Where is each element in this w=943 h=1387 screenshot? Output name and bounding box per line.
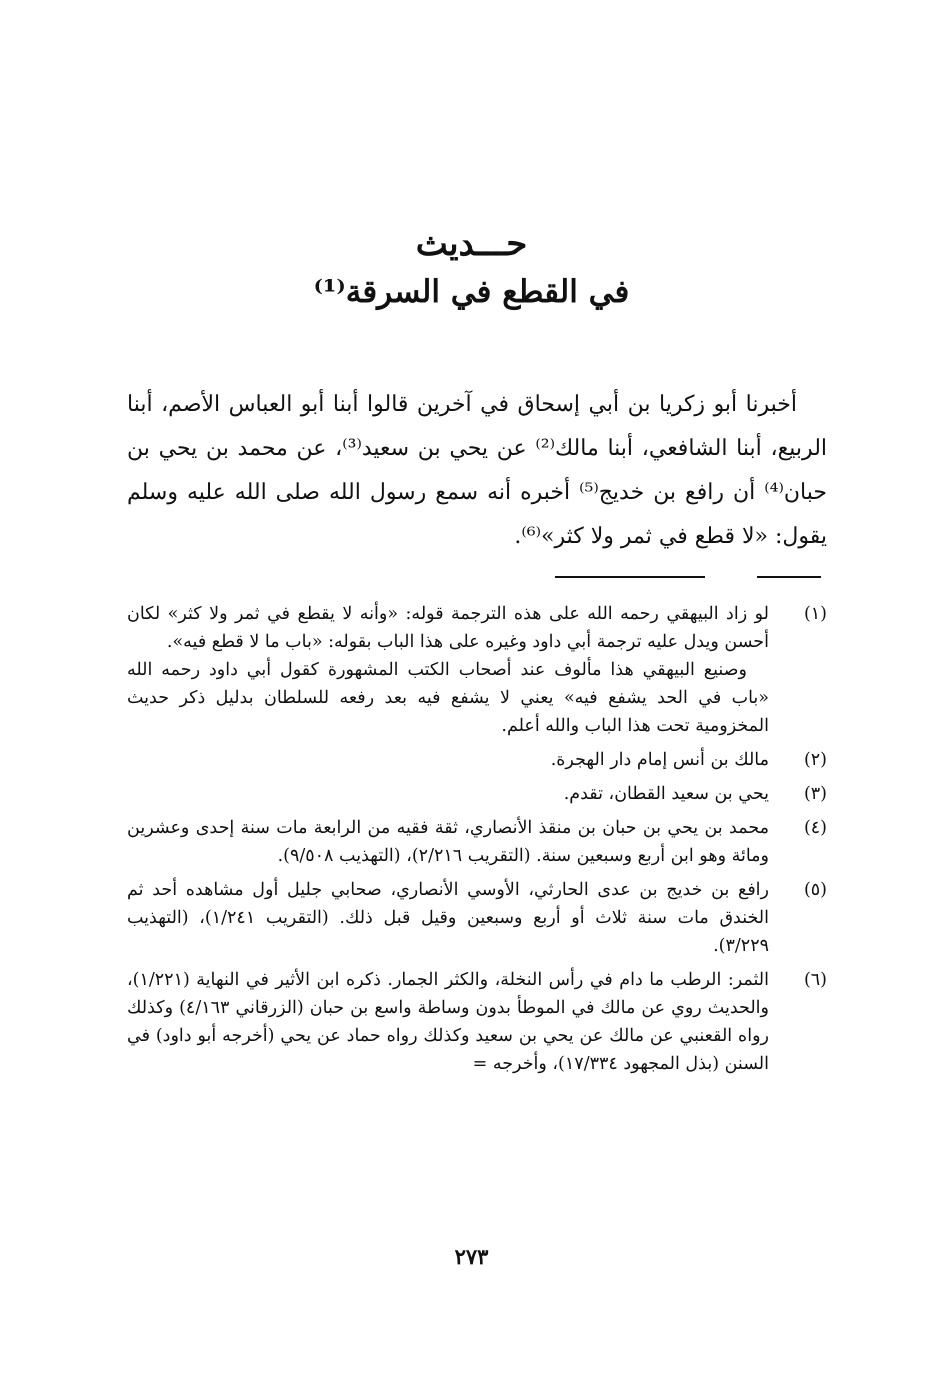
- footnote-continuation: وصنيع البيهقي هذا مألوف عند أصحاب الكتب المشهورة كقول أبي داود رحمه الله «باب في الحد يشفع فيه» يعني لا يشفع فيه بعد رفعه للسلطان بدليل ذكر حديث المخزومية تحت هذا الباب والله أعلم.: [127, 660, 769, 736]
- footnote-number: (٤): [803, 818, 827, 838]
- footnote-item: [127, 876, 827, 960]
- footnote-separator: [555, 576, 705, 578]
- hadith-paragraph: أخبرنا أبو زكريا بن أبي إسحاق في آخرين قالوا أبنا أبو العباس الأصم، أبنا الربيع، أبنا الشافعي، أبنا مالك⁽²⁾ عن يحي بن سعيد⁽³⁾، عن محمد بن يحي بن حبان⁽⁴⁾ أن رافع بن خديج⁽⁵⁾ أخبره أنه سمع رسول الله صلى الله عليه وسلم يقول: «لا قطع في ثمر ولا كثر»⁽⁶⁾.: [127, 392, 828, 549]
- footnote-text: لو زاد البيهقي رحمه الله على هذه الترجمة قوله: «وأنه لا يقطع في ثمر ولا كثر» لكان أحسن ويدل عليه ترجمة أبي داود وغيره على هذا الباب بقوله: «باب ما لا قطع فيه».: [127, 604, 769, 652]
- footnote-number: (٢): [803, 750, 827, 770]
- footnote-number: (٦): [803, 970, 827, 990]
- main-text: [127, 383, 827, 559]
- footnote-text: محمد بن يحي بن حبان بن منقذ الأنصاري، ثقة فقيه من الرابعة مات سنة إحدى وعشرين ومائة وهو ابن أربع وسبعين سنة. (التقريب ٢/٢١٦)، (التهذيب ٩/٥٠٨).: [127, 818, 769, 866]
- footnote-text: الثمر: الرطب ما دام في رأس النخلة، والكثر الجمار. ذكره ابن الأثير في النهاية (١/٢٢١)، والحديث روي عن مالك في الموطأ بدون وساطة واسع بن حبان (الزرقاني ٤/١٦٣) وكذلك رواه القعنبي عن مالك عن يحي بن سعيد وكذلك رواه حماد عن يحي (أخرجه أبو داود) في السنن (بذل المجهود ١٧/٣٣٤)، وأخرجه =: [127, 970, 769, 1074]
- footnotes: [127, 600, 827, 1084]
- page-number: ٢٧٣: [454, 1244, 489, 1269]
- footnote-item: [127, 746, 827, 774]
- footnote-text: رافع بن خديج بن عدى الحارثي، الأوسي الأنصاري، صحابي جليل أول مشاهده أحد ثم الخندق مات سنة ثلاث أو أربع وسبعين وقيل قبل ذلك. (التقريب ١/٢٤١)، (التهذيب ٣/٢٢٩).: [127, 880, 769, 956]
- footnote-item: [127, 780, 827, 808]
- chapter-heading: حـــديث: [415, 224, 528, 264]
- footnote-number: (١): [803, 604, 827, 624]
- footnote-item: [127, 814, 827, 870]
- chapter-subheading: في القطع في السرقة⁽¹⁾: [313, 274, 630, 310]
- footnote-number: (٥): [803, 880, 827, 900]
- footnote-item: [127, 600, 827, 740]
- footnote-item: [127, 966, 827, 1078]
- footnote-text: مالك بن أنس إمام دار الهجرة.: [550, 750, 769, 770]
- footnote-number: (٣): [803, 784, 827, 804]
- footnote-separator-short: [757, 576, 821, 578]
- footnote-text: يحي بن سعيد القطان، تقدم.: [563, 784, 769, 804]
